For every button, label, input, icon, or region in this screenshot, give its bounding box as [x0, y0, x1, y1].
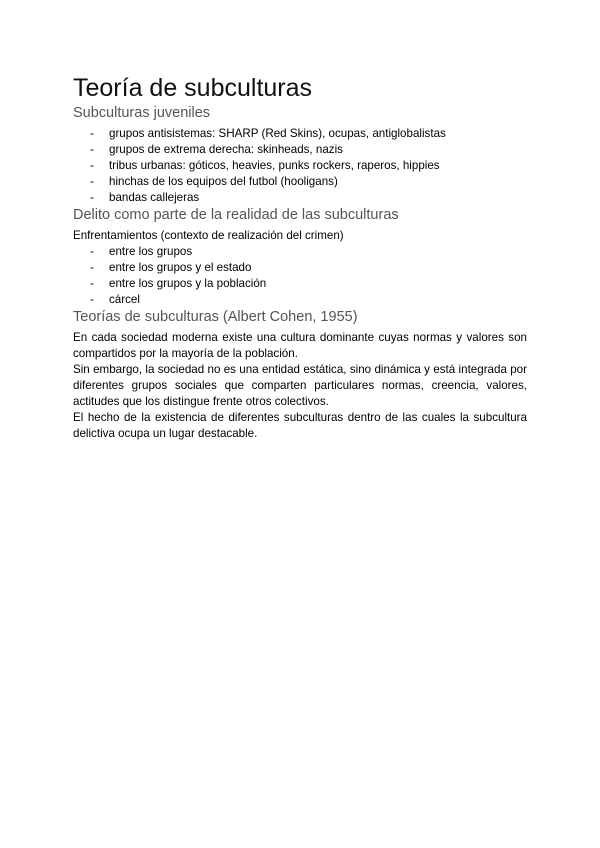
- dash-bullet: -: [90, 159, 94, 172]
- list-item: [73, 260, 527, 276]
- dash-bullet: -: [90, 261, 94, 274]
- bullet-list-enfrentamientos: [73, 244, 527, 308]
- list-item: [73, 292, 527, 308]
- dash-bullet: -: [90, 175, 94, 188]
- dash-bullet: -: [90, 245, 94, 258]
- dash-bullet: -: [90, 191, 94, 204]
- list-item-text: entre los grupos y el estado: [109, 261, 252, 274]
- list-item: [73, 142, 527, 158]
- list-item: [73, 244, 527, 260]
- list-item: [73, 174, 527, 190]
- list-item-text: hinchas de los equipos del futbol (hooligans): [109, 175, 338, 188]
- paragraph: El hecho de la existencia de diferentes subculturas dentro de las cuales la subcultura delictiva ocupa un lugar destacable.: [73, 411, 527, 440]
- dash-bullet: -: [90, 127, 94, 140]
- list-item-text: entre los grupos: [109, 245, 193, 258]
- list-item-text: grupos antisistemas: SHARP (Red Skins), ocupas, antiglobalistas: [109, 127, 446, 140]
- section-heading-delito: Delito como parte de la realidad de las subculturas: [73, 207, 399, 223]
- list-item: [73, 126, 527, 142]
- dash-bullet: -: [90, 277, 94, 290]
- list-item-text: grupos de extrema derecha: skinheads, nazis: [109, 143, 343, 156]
- list-item-text: entre los grupos y la población: [109, 277, 267, 290]
- section-lead-text: Enfrentamientos (contexto de realización del crimen): [73, 229, 344, 242]
- list-item-text: cárcel: [109, 293, 140, 306]
- list-item: [73, 190, 527, 206]
- list-item: [73, 276, 527, 292]
- list-item-text: tribus urbanas: góticos, heavies, punks rockers, raperos, hippies: [109, 159, 440, 172]
- body-text-teorias: [73, 330, 527, 442]
- section-heading-subculturas-juveniles: Subculturas juveniles: [73, 105, 211, 121]
- bullet-list-subculturas: [73, 126, 527, 206]
- section-heading-teorias: Teorías de subculturas (Albert Cohen, 1955): [73, 309, 358, 325]
- paragraph: En cada sociedad moderna existe una cultura dominante cuyas normas y valores son compartidos por la mayoría de la población.: [73, 331, 527, 360]
- paragraph: Sin embargo, la sociedad no es una entidad estática, sino dinámica y está integrada por diferentes grupos sociales que comparten particulares normas, creencia, valores, actitudes que los distingue frente otros colectivos.: [73, 363, 527, 408]
- dash-bullet: -: [90, 293, 94, 306]
- list-item: [73, 158, 527, 174]
- list-item-text: bandas callejeras: [109, 191, 200, 204]
- dash-bullet: -: [90, 143, 94, 156]
- page-title: Teoría de subculturas: [73, 74, 313, 102]
